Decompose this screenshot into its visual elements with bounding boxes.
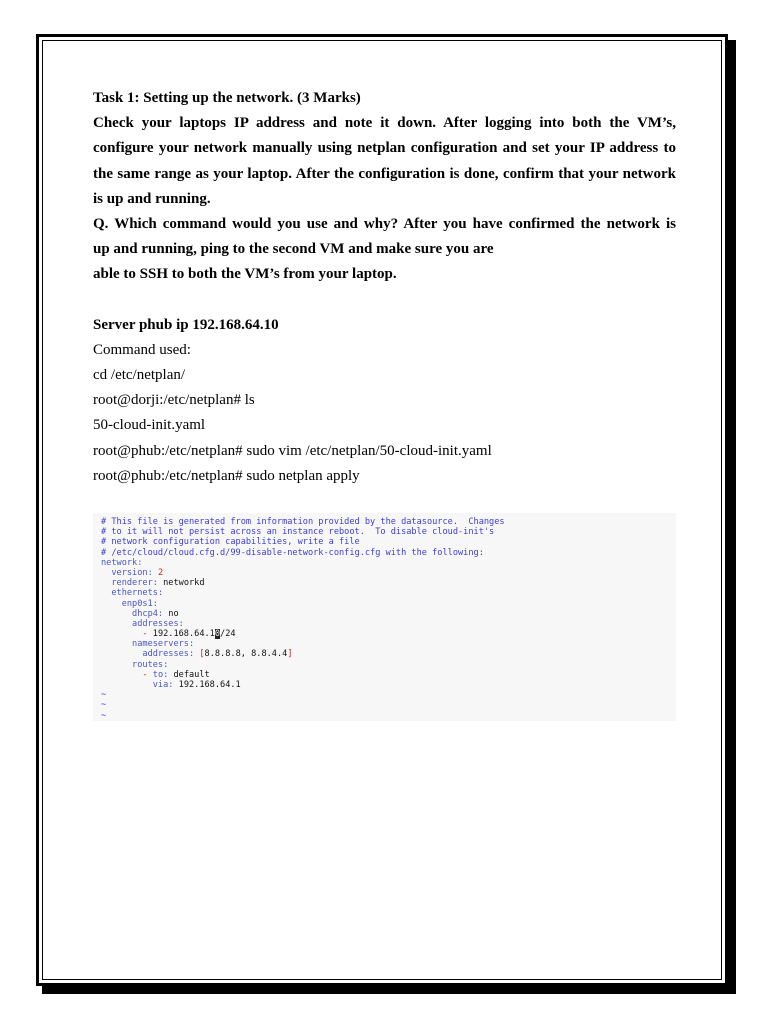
yaml-comment-line: # network configuration capabilities, write a file [101,537,360,548]
yaml-interface-line: enp0s1: [121,598,158,609]
vim-empty-line: ~ [101,700,107,711]
vim-empty-line: ~ [101,710,107,721]
yaml-comment-line: # /etc/cloud/cloud.cfg.d/99-disable-network-config.cfg with the following: [101,547,484,558]
question-line-2: up and running, ping to the second VM and make sure you are [93,241,494,258]
yaml-version-line: version: 2 [111,567,164,578]
text-cursor: 0 [214,629,221,640]
command-line: Command used: [93,341,191,358]
yaml-dhcp-line: dhcp4: no [132,608,179,619]
vim-empty-line: ~ [101,690,107,701]
yaml-renderer-line: renderer: networkd [111,578,205,589]
command-line: root@dorji:/etc/netplan# ls [93,392,255,409]
server-ip-line: Server phub ip 192.168.64.10 [93,316,279,333]
yaml-routes-line: routes: [132,659,169,670]
instruction-line-1: Check your laptops IP address and note it down. After logging into both the VM’s, [93,115,676,132]
instruction-line-3: the same range as your laptop. After the configuration is done, confirm that your network [93,165,676,182]
yaml-addresses-line: addresses: [132,618,184,629]
yaml-ethernets-line: ethernets: [111,588,164,599]
yaml-route-via-line: via: 192.168.64.1 [152,680,241,690]
question-line-1: Q. Which command would you use and why? After you have confirmed the network is [93,216,676,233]
yaml-ns-addresses-line: addresses: [8.8.8.8, 8.8.4.4] [142,649,293,660]
task-title: Task 1: Setting up the network. (3 Marks) [93,90,361,106]
command-line: root@phub:/etc/netplan# sudo netplan apply [93,467,360,484]
yaml-address-item: - 192.168.64.10/24 [142,629,236,640]
command-line: 50-cloud-init.yaml [93,417,206,434]
command-line: root@phub:/etc/netplan# sudo vim /etc/netplan/50-cloud-init.yaml [93,442,492,459]
yaml-nameservers-line: nameservers: [132,639,195,650]
netplan-config-screenshot [93,513,676,721]
yaml-network-line: network: [101,557,143,568]
command-line: cd /etc/netplan/ [93,367,186,384]
instruction-line-2: configure your network manually using netplan configuration and set your IP address to [93,140,676,157]
yaml-route-to-line: - to: default [142,669,210,680]
question-line-3: able to SSH to both the VM’s from your laptop. [93,266,397,283]
yaml-comment-line: # to it will not persist across an instance reboot. To disable cloud-init's [101,527,495,538]
yaml-comment-line: # This file is generated from information provided by the datasource. Changes [101,517,505,527]
instruction-line-4: is up and running. [93,190,211,207]
document-body [93,86,676,489]
